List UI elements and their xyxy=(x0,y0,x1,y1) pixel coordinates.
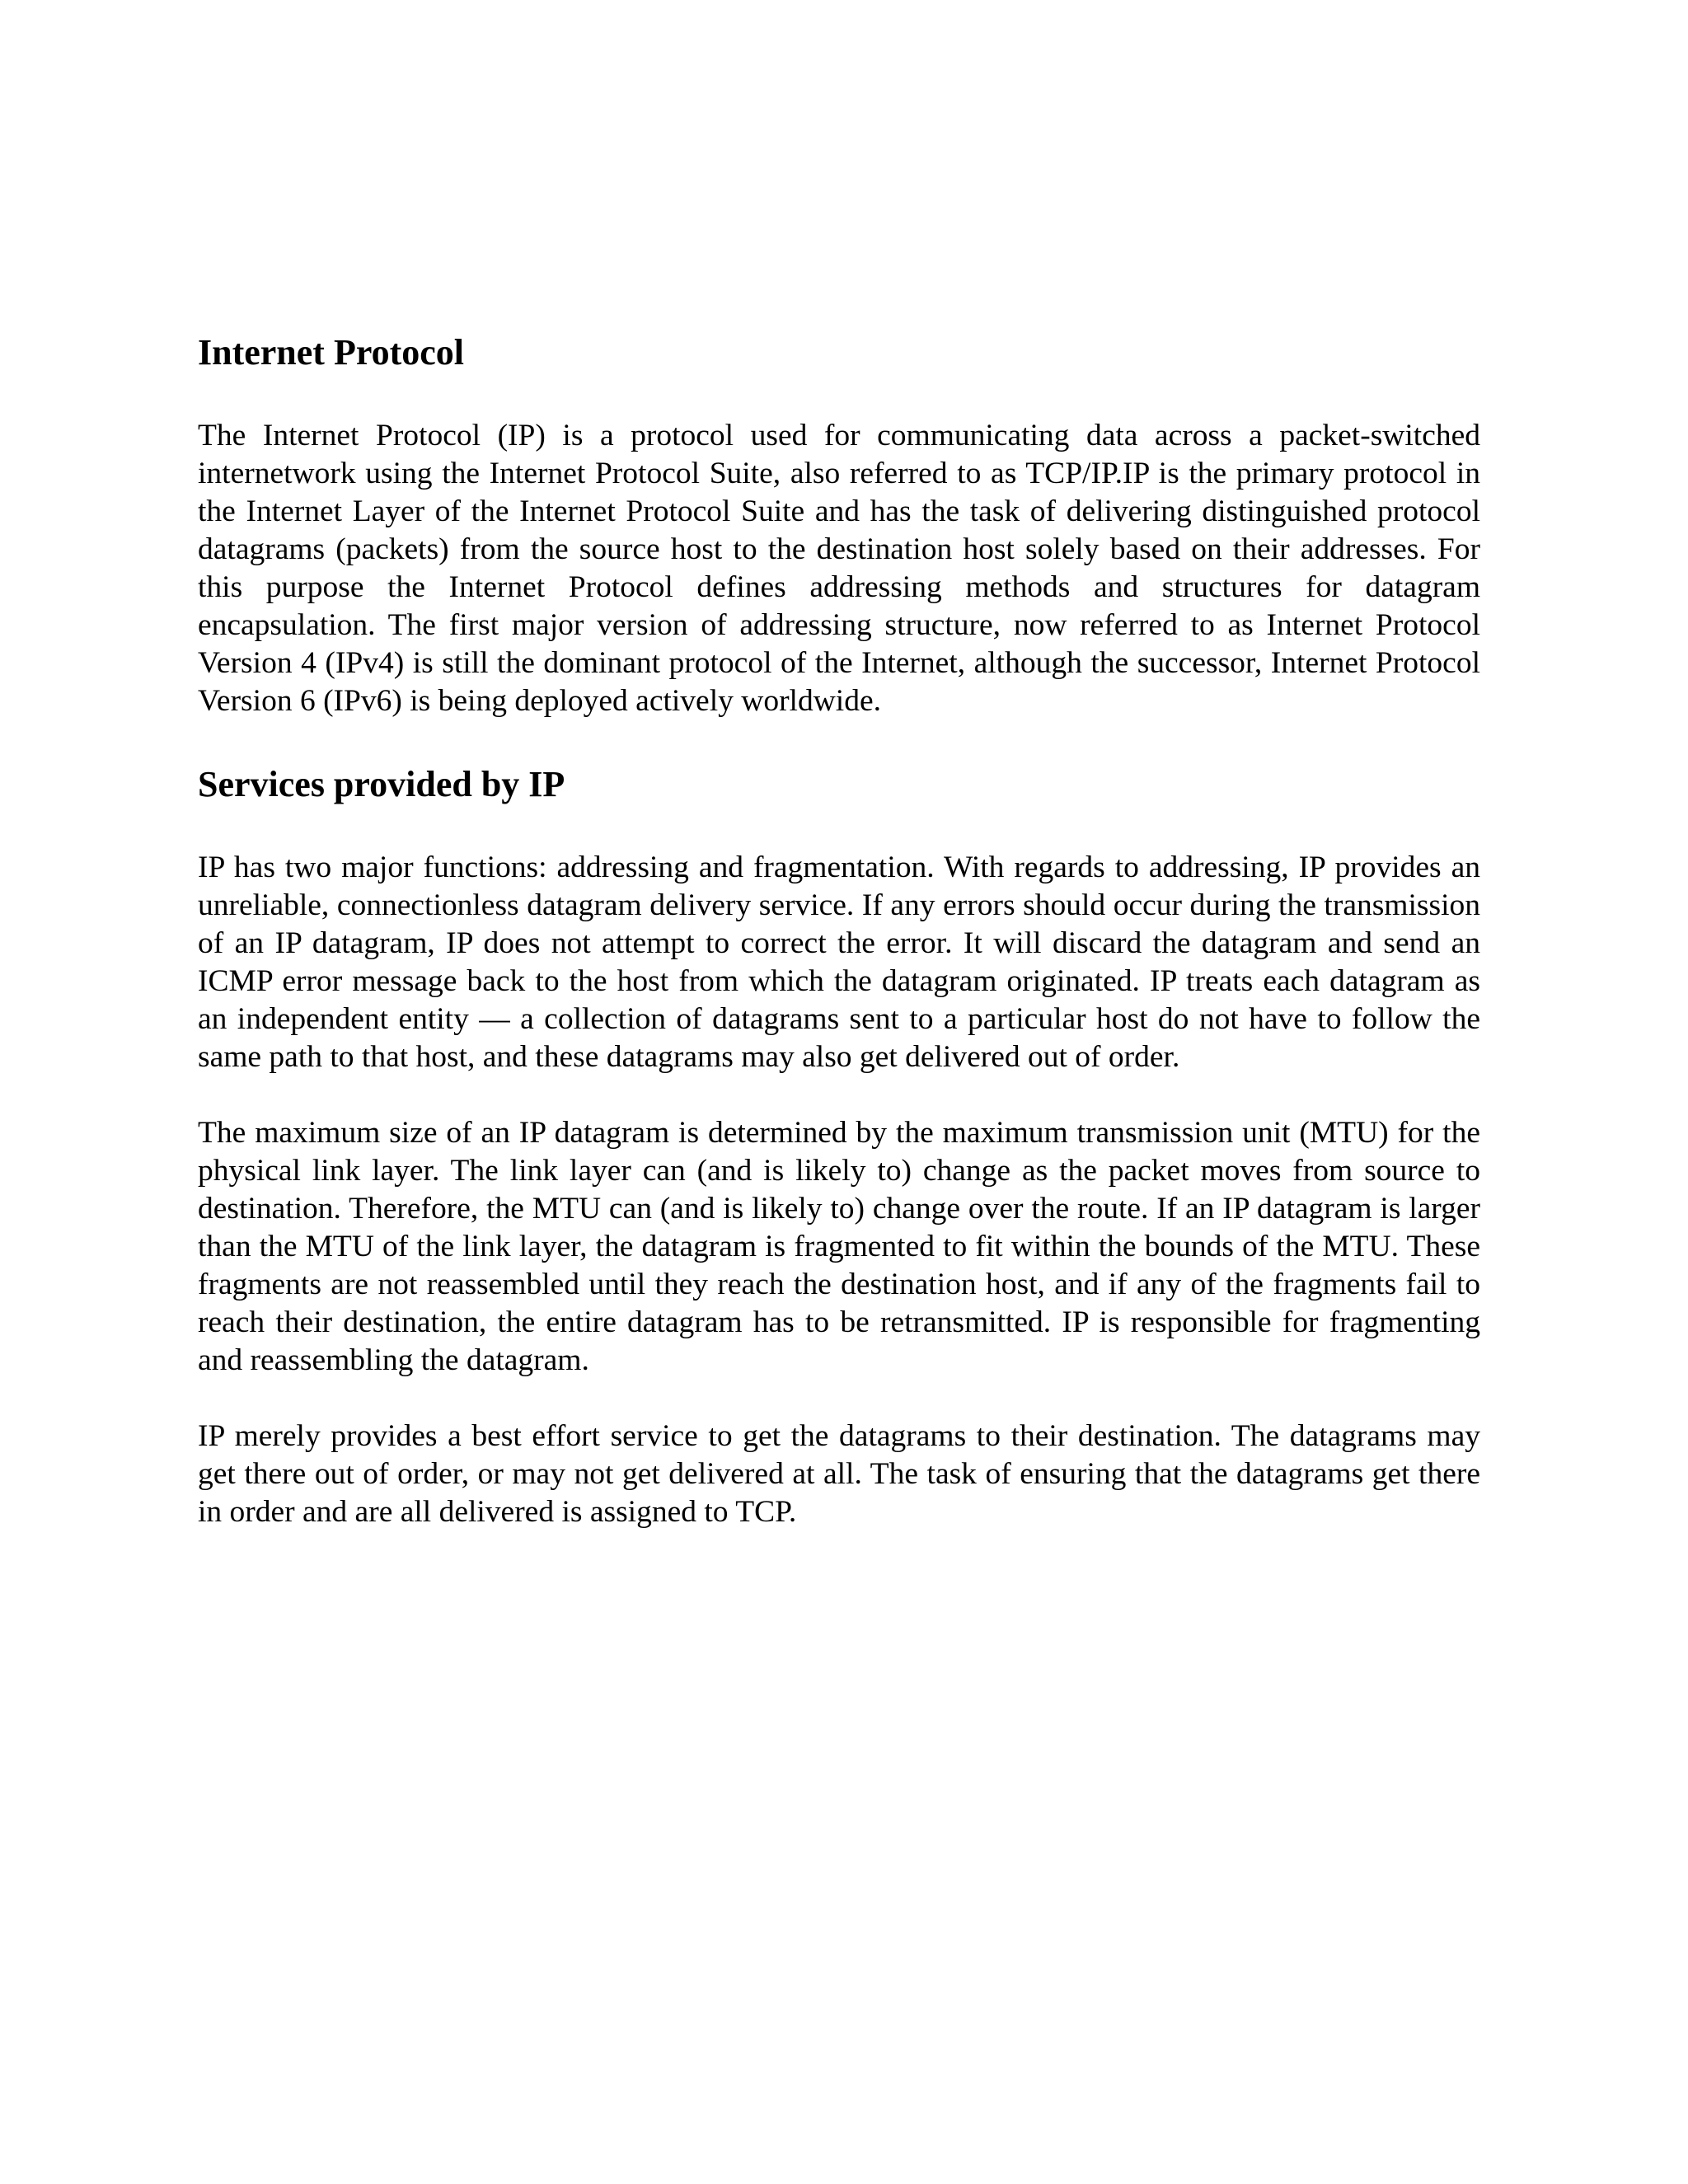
paragraph-ip-functions: IP has two major functions: addressing and fragmentation. With regards to addressing, IP provides an unreliable, connectionless datagram delivery service. If any errors should occur during the transmission of an IP datagram, IP does not attempt to correct the error. It will discard the datagram and send an ICMP error message back to the host from which the datagram originated. IP treats each datagram as an independent entity — a collection of datagrams sent to a particular host do not have to follow the same path to that host, and these datagrams may also get delivered out of order. xyxy=(198,851,1480,1074)
section-heading-internet-protocol: Internet Protocol xyxy=(198,332,464,373)
section-heading-services-provided-by-ip: Services provided by IP xyxy=(198,764,565,804)
document-body xyxy=(198,330,1480,1531)
paragraph-ip-mtu-fragmentation: The maximum size of an IP datagram is determined by the maximum transmission unit (MTU) for the physical link layer. The link layer can (and is likely to) change as the packet moves from source to destination. Therefore, the MTU can (and is likely to) change over the route. If an IP datagram is larger than the MTU of the link layer, the datagram is fragmented to fit within the bounds of the MTU. These fragments are not reassembled until they reach the destination host, and if any of the fragments fail to reach their destination, the entire datagram has to be retransmitted. IP is responsible for fragmenting and reassembling the datagram. xyxy=(198,1116,1480,1377)
paragraph-ip-overview: The Internet Protocol (IP) is a protocol used for communicating data across a packet-switched internetwork using the Internet Protocol Suite, also referred to as TCP/IP.IP is the primary protocol in the Internet Layer of the Internet Protocol Suite and has the task of delivering distinguished protocol datagrams (packets) from the source host to the destination host solely based on their addresses. For this purpose the Internet Protocol defines addressing methods and structures for datagram encapsulation. The first major version of addressing structure, now referred to as Internet Protocol Version 4 (IPv4) is still the dominant protocol of the Internet, although the successor, Internet Protocol Version 6 (IPv6) is being deployed actively worldwide. xyxy=(198,419,1480,718)
paragraph-ip-best-effort: IP merely provides a best effort service to get the datagrams to their destination. The datagrams may get there out of order, or may not get delivered at all. The task of ensuring that the datagrams get there in order and are all delivered is assigned to TCP. xyxy=(198,1419,1480,1529)
